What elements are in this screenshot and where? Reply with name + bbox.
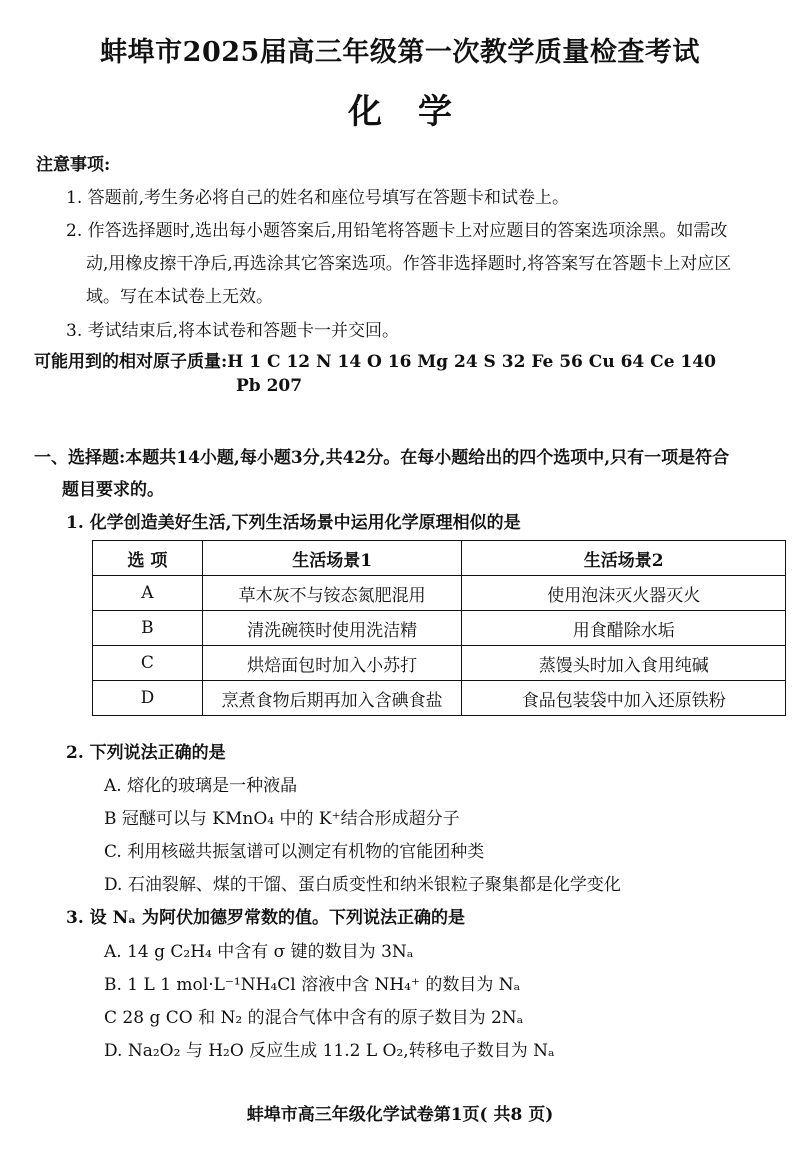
table-cell: 用食醋除水垢 [462,611,786,646]
question-2-option-d: D. 石油裂解、煤的干馏、蛋白质变性和纳米银粒子聚集都是化学变化 [104,875,621,895]
exam-title: 蚌埠市2025届高三年级第一次教学质量检查考试 [100,37,700,68]
question-2-stem: 2. 下列说法正确的是 [66,743,226,763]
atomic-mass-line-2: Pb 207 [236,376,303,396]
table-header-cell: 选 项 [93,541,203,576]
table-cell: 使用泡沫灭火器灭火 [462,576,786,611]
notice-item-2-line-1: 2. 作答选择题时,选出每小题答案后,用铅笔将答题卡上对应题目的答案选项涂黑。如需改 [66,221,728,241]
table-cell: 食品包装袋中加入还原铁粉 [462,681,786,716]
table-header-cell: 生活场景1 [202,541,462,576]
notice-item-1: 1. 答题前,考生务必将自己的姓名和座位号填写在答题卡和试卷上。 [66,188,570,208]
notice-item-3: 3. 考试结束后,将本试卷和答题卡一并交回。 [66,321,400,341]
section-1-heading-line-2: 题目要求的。 [62,480,164,500]
notice-item-2-line-2: 动,用橡皮擦干净后,再选涂其它答案选项。作答非选择题时,将答案写在答题卡上对应区 [86,254,732,274]
table-header-cell: 生活场景2 [462,541,786,576]
question-1-table [92,540,786,716]
table-cell: C [93,646,203,681]
table-row [93,646,786,681]
table-cell: 烘焙面包时加入小苏打 [202,646,462,681]
subject-title: 化学 [348,92,488,132]
question-2-option-b: B 冠醚可以与 KMnO₄ 中的 K⁺结合形成超分子 [104,809,460,829]
question-3-option-c: C 28 g CO 和 N₂ 的混合气体中含有的原子数目为 2Nₐ [104,1008,524,1028]
table-header-row [93,541,786,576]
table-row [93,576,786,611]
table-row [93,681,786,716]
question-3-option-d: D. Na₂O₂ 与 H₂O 反应生成 11.2 L O₂,转移电子数目为 Nₐ [104,1041,555,1061]
table-cell: 草木灰不与铵态氮肥混用 [202,576,462,611]
table-cell: D [93,681,203,716]
notice-heading: 注意事项: [36,155,111,175]
table-cell: 烹煮食物后期再加入含碘食盐 [202,681,462,716]
notice-item-2-line-3: 域。写在本试卷上无效。 [86,287,273,307]
question-1-stem: 1. 化学创造美好生活,下列生活场景中运用化学原理相似的是 [66,513,521,533]
table-cell: 清洗碗筷时使用洗洁精 [202,611,462,646]
question-3-option-a: A. 14 g C₂H₄ 中含有 σ 键的数目为 3Nₐ [104,942,414,962]
atomic-mass-line-1: 可能用到的相对原子质量:H 1 C 12 N 14 O 16 Mg 24 S 32 Fe 56 Cu 64 Ce 140 [34,352,716,372]
question-2-option-c: C. 利用核磁共振氢谱可以测定有机物的官能团种类 [104,842,485,862]
table-cell: A [93,576,203,611]
question-2-option-a: A. 熔化的玻璃是一种液晶 [104,776,298,796]
table-cell: B [93,611,203,646]
section-1-heading-line-1: 一、选择题:本题共14小题,每小题3分,共42分。在每小题给出的四个选项中,只有一项是符合 [34,448,730,468]
table-cell: 蒸馒头时加入食用纯碱 [462,646,786,681]
question-3-option-b: B. 1 L 1 mol·L⁻¹NH₄Cl 溶液中含 NH₄⁺ 的数目为 Nₐ [104,975,521,995]
page-footer: 蚌埠市高三年级化学试卷第1页( 共8 页) [246,1105,554,1125]
question-3-stem: 3. 设 Nₐ 为阿伏加德罗常数的值。下列说法正确的是 [66,908,465,928]
table-row [93,611,786,646]
